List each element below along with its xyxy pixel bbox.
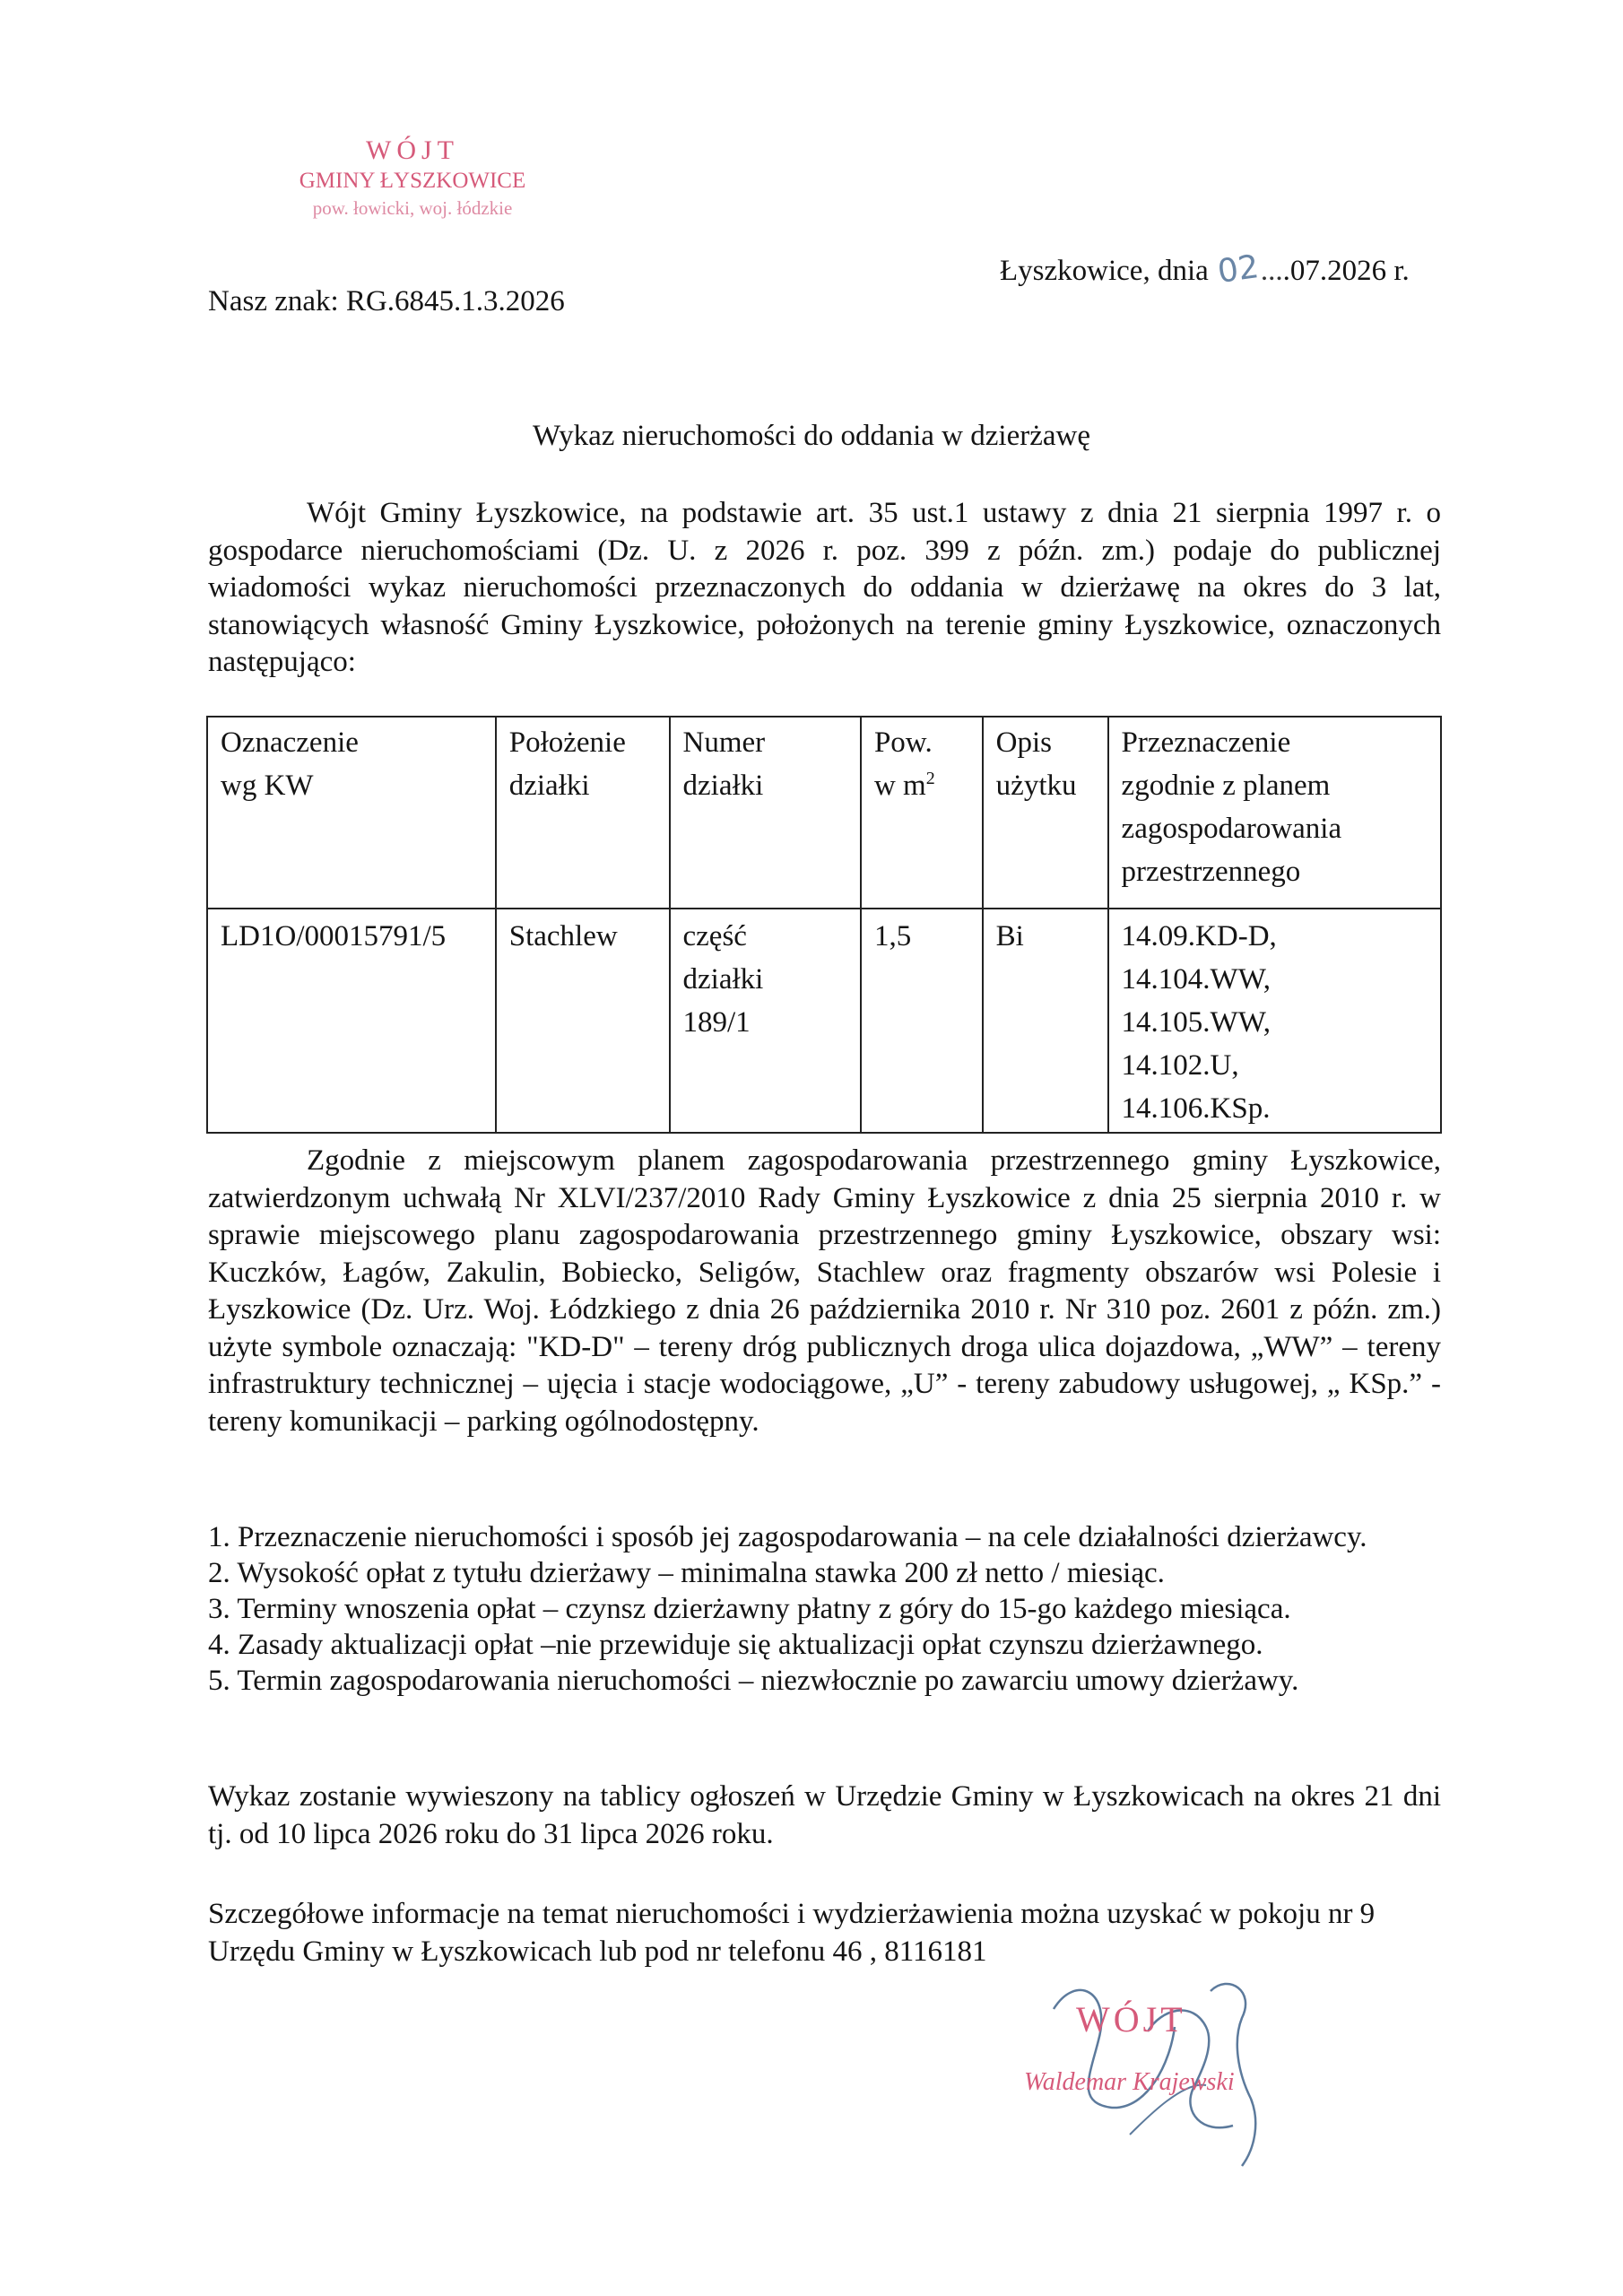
header-kw-line: Oznaczenie bbox=[221, 726, 359, 759]
cell-purpose-line: 14.09.KD-D, bbox=[1121, 920, 1277, 952]
stamp-office: GMINY ŁYSZKOWICE bbox=[299, 169, 526, 193]
cell-number-line: 189/1 bbox=[682, 1006, 751, 1039]
header-use-line: użytku bbox=[995, 770, 1077, 802]
date-dots: ... bbox=[1260, 255, 1283, 287]
list-item: 4. Zasady aktualizacji opłat –nie przewiduje się aktualizacji opłat czynszu dzierżawnego. bbox=[208, 1629, 1263, 1661]
header-location bbox=[496, 717, 670, 909]
intro-paragraph: Wójt Gminy Łyszkowice, na podstawie art. 35 ust.1 ustawy z dnia 21 sierpnia 1997 r. o gospodarce nieruchomościami (Dz. U. z 2026 r. poz. 399 z późn. zm.) podaje do publicznej wiadomości wykaz nieruchomości przeznaczonych do oddania w dzierżawę na okres do 3 lat, stanowiących własność Gminy Łyszkowice, położonych na terenie gminy Łyszkowice, oznaczonych następująco: bbox=[208, 497, 1441, 678]
document-date bbox=[1000, 248, 1410, 291]
list-item: 5. Termin zagospodarowania nieruchomości – niezwłocznie po zawarciu umowy dzierżawy. bbox=[208, 1665, 1299, 1697]
cell-purpose-line: 14.102.U, bbox=[1121, 1049, 1239, 1082]
header-number bbox=[670, 717, 861, 909]
document-title: Wykaz nieruchomości do oddania w dzierżawę bbox=[532, 420, 1090, 452]
header-use-line: Opis bbox=[995, 726, 1053, 759]
header-area-unit-text: w m bbox=[873, 770, 926, 802]
date-prefix: Łyszkowice, dnia bbox=[1000, 255, 1209, 287]
table-header-row bbox=[207, 717, 1441, 909]
table-row bbox=[207, 909, 1441, 1133]
stamp-title: WÓJT bbox=[366, 135, 459, 165]
signature-stamp-title: WÓJT bbox=[1076, 1999, 1186, 2039]
list-item: 1. Przeznaczenie nieruchomości i sposób jej zagospodarowania – na cele działalności dzierżawcy. bbox=[208, 1521, 1367, 1553]
list-item: 3. Terminy wnoszenia opłat – czynsz dzierżawny płatny z góry do 15-go każdego miesiąca. bbox=[208, 1593, 1291, 1625]
cell-number bbox=[670, 909, 861, 1133]
list-item: 2. Wysokość opłat z tytułu dzierżawy – minimalna stawka 200 zł netto / miesiąc. bbox=[208, 1557, 1165, 1589]
cell-kw: LD1O/00015791/5 bbox=[207, 909, 496, 1133]
posting-paragraph: Wykaz zostanie wywieszony na tablicy ogłoszeń w Urzędzie Gminy w Łyszkowicach na okres 21 dni tj. od 10 lipca 2026 roku do 31 lipca 2026 roku. bbox=[208, 1780, 1441, 1850]
terms-list bbox=[208, 1519, 1441, 1699]
date-suffix: .07.2026 r. bbox=[1282, 255, 1410, 287]
header-purpose-line: przestrzennego bbox=[1121, 856, 1301, 888]
cell-location: Stachlew bbox=[496, 909, 670, 1133]
cell-purpose bbox=[1108, 909, 1441, 1133]
header-use bbox=[983, 717, 1108, 909]
contact-paragraph: Szczegółowe informacje na temat nieruchomości i wydzierżawienia można uzyskać w pokoju nr 9 Urzędu Gminy w Łyszkowicach lub pod nr telefonu 46 , 8116181 bbox=[208, 1898, 1376, 1968]
cell-purpose-line: 14.104.WW, bbox=[1121, 963, 1271, 996]
header-area-line: Pow. bbox=[873, 726, 933, 759]
header-location-line: Położenie bbox=[508, 726, 626, 759]
header-number-line: Numer bbox=[682, 726, 766, 759]
cell-use: Bi bbox=[983, 909, 1108, 1133]
official-stamp bbox=[278, 135, 547, 221]
cell-purpose-line: 14.106.KSp. bbox=[1121, 1092, 1271, 1125]
handwritten-day: 02 bbox=[1215, 248, 1262, 291]
cell-number-line: część bbox=[682, 920, 747, 952]
header-kw bbox=[207, 717, 496, 909]
cell-number-line: działki bbox=[682, 963, 764, 996]
header-purpose bbox=[1108, 717, 1441, 909]
header-area-unit bbox=[874, 764, 969, 807]
stamp-region: pow. łowicki, woj. łódzkie bbox=[312, 197, 513, 219]
header-kw-line: wg KW bbox=[221, 770, 314, 802]
property-table bbox=[206, 716, 1442, 1134]
handwritten-signature bbox=[1013, 1955, 1300, 2170]
plan-paragraph: Zgodnie z miejscowym planem zagospodarowania przestrzennego gminy Łyszkowice, zatwierdzonym uchwałą Nr XLVI/237/2010 Rady Gminy Łyszkowice z dnia 25 sierpnia 2010 r. w sprawie miejscowego planu zagospodarowania przestrzennego gminy Łyszkowice, obszary wsi: Kuczków, Łagów, Zakulin, Bobiecko, Seligów, Stachlew oraz fragmenty obszarów wsi Polesie i Łyszkowice (Dz. Urz. Woj. Łódzkiego z dnia 26 października 2010 r. Nr 310 poz. 2601 z późn. zm.) użyte symbole oznaczają: "KD-D" – tereny dróg publicznych droga ulica dojazdowa, „WW” – tereny infrastruktury technicznej – ujęcia i stacje wodociągowe, „U” - tereny zabudowy usługowej, „ KSp.” - tereny komunikacji – parking ogólnodostępny. bbox=[208, 1144, 1441, 1438]
header-area-sup: 2 bbox=[925, 769, 935, 788]
header-purpose-line: Przeznaczenie bbox=[1121, 726, 1291, 759]
reference-number: Nasz znak: RG.6845.1.3.2026 bbox=[208, 285, 565, 317]
header-purpose-line: zgodnie z planem bbox=[1121, 770, 1331, 802]
cell-area: 1,5 bbox=[861, 909, 983, 1133]
header-number-line: działki bbox=[682, 770, 764, 802]
cell-purpose-line: 14.105.WW, bbox=[1121, 1006, 1271, 1039]
signature-stamp-name: Waldemar Krajewski bbox=[1024, 2068, 1235, 2096]
header-location-line: działki bbox=[508, 770, 590, 802]
header-purpose-line: zagospodarowania bbox=[1121, 813, 1342, 845]
header-area bbox=[861, 717, 983, 909]
